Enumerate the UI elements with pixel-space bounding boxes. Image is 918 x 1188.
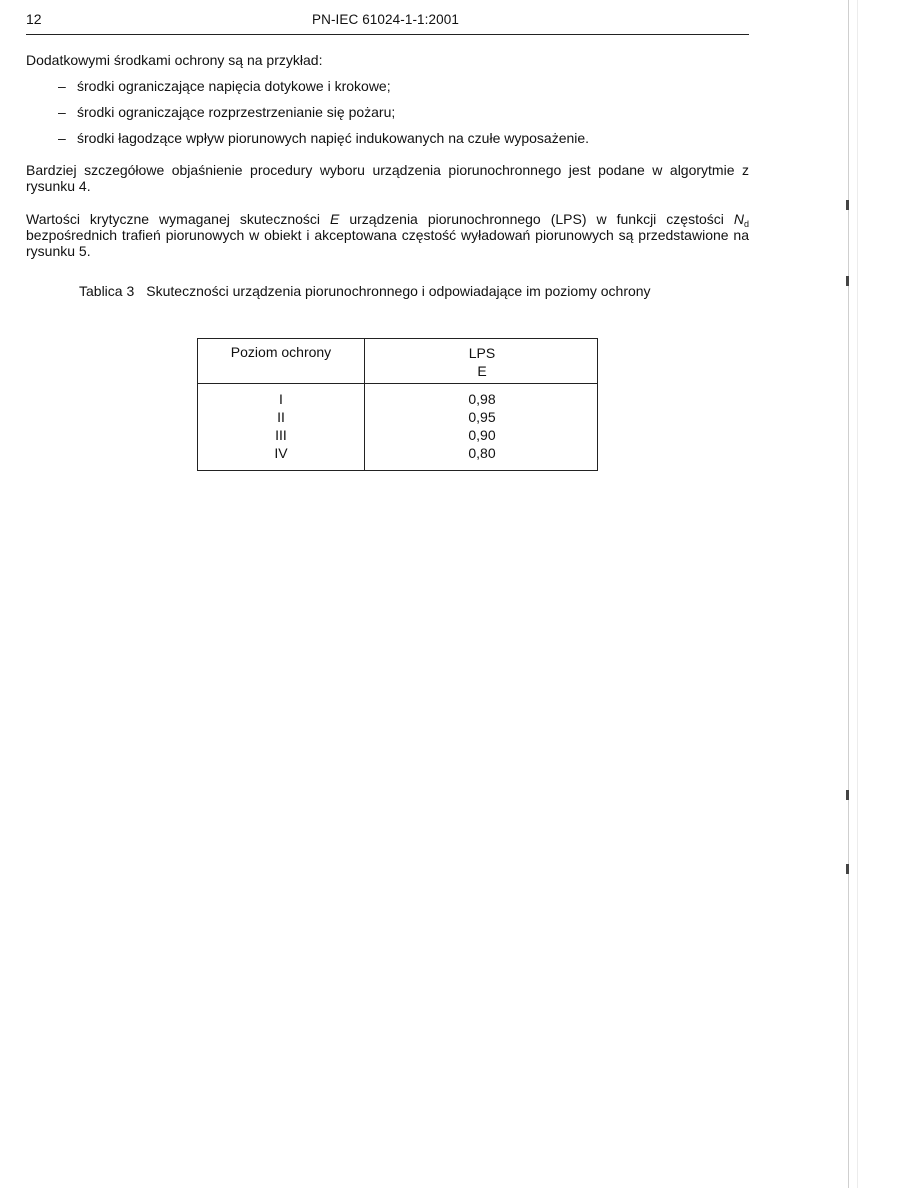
level-cell: I <box>279 391 283 407</box>
intro-text: Dodatkowymi środkami ochrony są na przykład: <box>26 52 323 68</box>
table-row <box>198 384 598 471</box>
header-lps: LPS <box>468 345 496 361</box>
header-lps-efficiency <box>365 339 598 384</box>
document-code: PN-IEC 61024-1-1:2001 <box>312 12 459 27</box>
value-cell: 0,98 <box>468 391 496 407</box>
value-cell: 0,95 <box>468 409 496 425</box>
scan-mark <box>846 790 849 800</box>
value-cell: 0,80 <box>468 445 496 461</box>
paragraph-text: Wartości krytyczne wymaganej skuteczności <box>26 211 331 227</box>
bullet-dash: – <box>58 130 66 146</box>
scan-mark <box>846 864 849 874</box>
header-protection-level: Poziom ochrony <box>198 339 365 384</box>
table-caption <box>79 283 651 299</box>
paragraph-algorithm: Bardziej szczegółowe objaśnienie procedury wyboru urządzenia piorunochronnego jest podane w algorytmie z rysunku 4. <box>26 162 749 194</box>
level-cell: III <box>275 427 287 443</box>
bullet-dash: – <box>58 78 66 94</box>
bullet-text: środki łagodzące wpływ piorunowych napięć indukowanych na czułe wyposażenie. <box>77 130 590 146</box>
scan-margin-line <box>857 0 858 1188</box>
variable-n: N <box>733 211 744 227</box>
variable-n-subscript: d <box>743 219 749 229</box>
scan-mark <box>846 200 849 210</box>
paragraph-text: bezpośrednich trafień piorunowych w obiekt i akceptowana częstość wyładowań piorunowych są przedstawione na rysunku 5. <box>26 227 749 259</box>
page-header <box>26 8 749 35</box>
paragraph-critical-values <box>26 211 749 259</box>
bullet-dash: – <box>58 104 66 120</box>
table-header-row <box>198 339 598 384</box>
protection-level-table <box>197 338 598 471</box>
table-caption-text: Skuteczności urządzenia piorunochronnego i odpowiadające im poziomy ochrony <box>146 283 651 299</box>
level-cell: II <box>277 409 285 425</box>
efficiency-column <box>365 384 598 471</box>
paragraph-text: urządzenia piorunochronnego (LPS) w funkcji częstości <box>339 211 734 227</box>
table-caption-label: Tablica 3 <box>79 283 135 299</box>
variable-e: E <box>330 211 340 227</box>
header-e: E <box>477 363 487 379</box>
bullet-text: środki ograniczające napięcia dotykowe i krokowe; <box>77 78 391 94</box>
page-number: 12 <box>26 11 42 27</box>
value-cell: 0,90 <box>468 427 496 443</box>
scan-margin-line <box>848 0 849 1188</box>
level-cell: IV <box>274 445 288 461</box>
level-column <box>198 384 365 471</box>
bullet-text: środki ograniczające rozprzestrzenianie się pożaru; <box>77 104 396 120</box>
scan-mark <box>846 276 849 286</box>
